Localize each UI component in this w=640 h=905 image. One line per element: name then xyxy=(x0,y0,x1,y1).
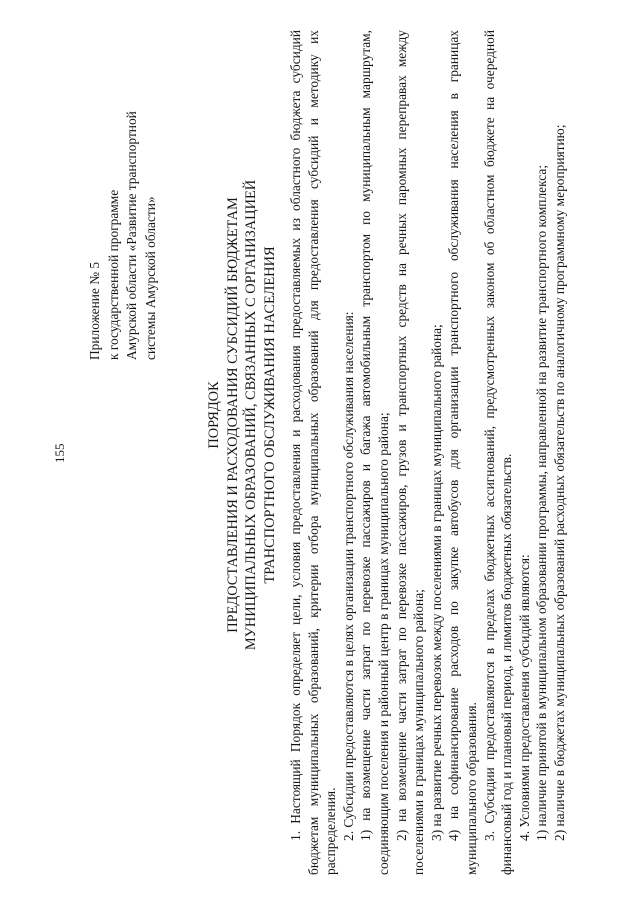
paragraph-4-item-1: 1) наличие принятой в муниципальном образовании программы, направленной на развитие транспортного комплекса; xyxy=(534,164,550,841)
title-line: ПРЕДОСТАВЛЕНИЯ И РАСХОДОВАНИЯ СУБСИДИЙ БЮДЖЕТАМ xyxy=(224,197,241,633)
title-line: МУНИЦИПАЛЬНЫХ ОБРАЗОВАНИЙ, СВЯЗАННЫХ С ОРГАНИЗАЦИЕЙ xyxy=(243,179,259,651)
annex-line: Приложение № 5 xyxy=(87,261,102,360)
annex-line: системы Амурской области» xyxy=(142,196,158,360)
paragraph-1: 1. Настоящий Порядок определяет цели, условия предоставления и расходования предоставляемых из областного бюджета субсидий бюджетам муниципальных образований, критерии отбора муниципальных образований для предоставления субсидий и методику их распределения. xyxy=(288,30,339,875)
annex-line: к государственной программе xyxy=(105,189,121,360)
document-title xyxy=(205,135,279,695)
paragraph-2-item-3: 3) на развитие речных перевозок между поселениями в границах муниципального района; xyxy=(428,324,444,841)
paragraph-3: 3. Субсидии предоставляются в пределах бюджетных ассигнований, предусмотренных законом об областном бюджете на очередной финансовый год и плановый период, и лимитов бюджетных обязательств. xyxy=(481,30,515,875)
document-body xyxy=(287,30,569,875)
paragraph-2-item-2: 2) на возмещение части затрат по перевозке пассажиров, грузов и транспортных средств на речных паромных переправах между поселениями в границах муниципального района; xyxy=(393,30,427,875)
paragraph-2: 2. Субсидии предоставляются в целях организации транспортного обслуживания населения: xyxy=(340,311,356,841)
page-number: 155 xyxy=(52,443,67,463)
paragraph-2-item-1: 1) на возмещение части затрат по перевозке пассажиров и багажа автомобильным транспортом по муниципальным маршрутам, соединяющим поселения и районный центр в границах муниципального района; xyxy=(358,30,391,875)
annex-block xyxy=(86,40,160,360)
paragraph-4-item-2: 2) наличие в бюджетах муниципальных образований расходных обязательств по аналогичному программному мероприятию; xyxy=(551,124,567,841)
title-line: ТРАНСПОРТНОГО ОБСЛУЖИВАНИЯ НАСЕЛЕНИЯ xyxy=(261,246,278,584)
title-line: ПОРЯДОК xyxy=(206,381,222,449)
paragraph-4: 4. Условиями предоставления субсидий являются: xyxy=(516,554,532,841)
paragraph-2-item-4: 4) на софинансирование расходов по закупке автобусов для организации транспортного обслуживания населения в границах муниципального образования. xyxy=(446,30,479,875)
annex-line: Амурской области «Развитие транспортной xyxy=(124,111,139,360)
